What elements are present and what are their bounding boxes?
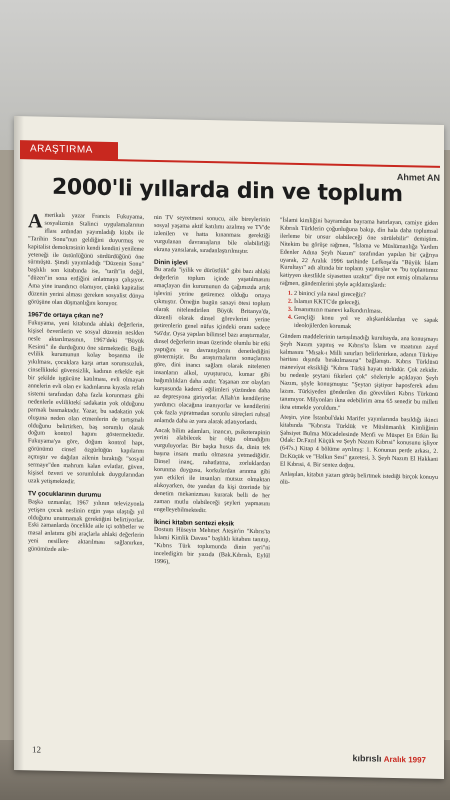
paragraph-tv-continued: nin TV seyretmesi sonucu, aile bireylerinin sosyal yaşama aktif katılımı azalmış ve TV'de izlenilen ve hatta kınanması gerektiği vurgulanan davranışların bile olabilirliği ekrana yansılarak, sıradanlaştırılmıştır.	[154, 214, 270, 255]
column-2	[154, 215, 270, 571]
section-tab: ARAŞTIRMA	[20, 140, 118, 160]
footer-issue-date: Aralık 1997	[383, 754, 426, 765]
paragraph-religion-function: Bu arada "iyilik ve dürüstlük" gibi bazı ahlaki değerlerin toplum içinde yaşatılmasını amaçlayan din kurumunun da çağımızda artık işlevini yerine getiremez olduğu ortaya çıkmıştır. Örneğin bugün sanayi ötesi toplum olarak nitelendirilen Büyük Britanya'da, düzenli olarak dinsel görevlerini yerine getirenlerin genel nüfus içindeki oranı sadece %6'dır. Oysa yapılan bilimsel bazı araştırmalar, dinsel değerlerin insan üzerinde olumlu bir etki yaptığını ve davranışlarını denetlediğini göstermiştir. Bu araştırmaların sonuçlarına göre, dini inancı sağlam olarak nitelenen insanların alkol, uyuşturucu, kumar gibi bağımlılıkları daha azdır. Yaşanan zor olayları kurşusunda kadercí eğilimleri yüzünden daha az depresyona giriyorlar. Allah'ın kendilerine yardımcı olacağına inanıyorlar ve kendilerini çok fazla yıpratmadan sorunlu süreçleri ruhsal anlamda daha az yara alarak atlatıyorlardı.	[154, 267, 270, 426]
magazine-footer	[352, 753, 426, 765]
magazine-page	[14, 116, 444, 779]
paragraph-atesin-book: Ateşin, yine İstanbul'daki Marifet yayınlarında basıldığı ikinci kitabında "Kıbrısta Türklük ve Müslümanlık Kimliğinin Şahsiyet Bulma Mücadelesinde Menfi ve Müspet En Etkin İki Odak: Dr.Fazıl Küçük ve Şeyh Nazım Kıbrısi" konusunu işliyor (647s.) Kitap 4 bölüme ayrılmış: 1. Konunun perde arkası, 2. Dr.Küçük ve "Halkın Sesi" gazetesi, 3. Şeyh Nazım El Hakkani El Kıbrısi, 4. Bir sentez doğru.	[280, 414, 438, 470]
subheading-tv-children: TV çocuklarının durumu	[28, 490, 102, 499]
agenda-item: 4. Gençliği konu yol ve alışkanlıklardan ve sapak ideolojilerden korumak	[294, 315, 438, 334]
page-fold-shadow	[14, 116, 24, 770]
article-headline: 2000'li yıllarda din ve toplum	[52, 174, 403, 208]
agenda-item: 1. 2 binincí yıla nasıl gireceğiz?	[294, 291, 438, 302]
page-number: 12	[32, 744, 41, 755]
subheading-1967: 1967'de ortaya çıkan ne?	[28, 311, 104, 320]
drop-cap: A	[28, 210, 43, 233]
intro-paragraph	[28, 212, 144, 309]
paragraph-scientists: Ancak bilim adamları, inancın, psikoterapinin yerini alabilecek bir olgu olmadığını vurguluyorlar. Bir başka husus da, dinin tek başına insanı mutlu olmasına yetmediğidir. Dinsel inanç, rahatlatma, zorluklardan korunma duygusu, korkulardan arınma gibi yan etkileri ile insanları mutsuz olmaktan alıkoyarken, öte yandan da kişi üzerinde bir denetim mekanizması kurarak belli de her zaman mutlu olabileceği şeyleri yapmasını engelleyebilmektedir.	[154, 427, 270, 514]
agenda-item: 3. İnsanımızın manevi kalkındırılması.	[294, 307, 438, 318]
paragraph-closing: Anlaşılan, kitabın yazarı görüş belirtmek istediği birçok konuyu ölü-	[280, 471, 438, 486]
paragraph-second-book: Dostum Hüseyin Mehmet Ateşin'in "Kıbrıs'ta İslami Kimlik Davası" başlıklı kitabını tanıtıp, "Kıbrıs Türk toplumunda dinin yeri"ni inceledigim bir yazıda (Bak.Kıbrıslı, Eylül 1996),	[154, 527, 270, 566]
column-3	[280, 218, 438, 493]
paragraph-kurultay: Gündem maddelerinin tartışılmadığı kurultayda, ana konuşmayı Şeyh Nazım yapmış ve Kıbrıs'ta İslam ve maatının zayıf kalmasını "Mısak-ı Milli sınırları belirlenirken, adanın Türkiye haritası dışında bırakılmasına" bağlanıştı. Kıbrıs Türklüsü manevíyat eksikliği "Kıbrıs Türkü hayatı türlüdür. Çok zekidir. bu nedenle şeytani fikirleri çok" sözleriyle açıklayan Şeyh Nazım, şöyle konuşmuştu: "Şeytan şiştiyor haposferek adını lazım. Türkiyeden gönderilen din görevlileri Kıbrıs Türkünü tanımıyor. Milyonları ikna edebilirim ama 65 senedir bu milleti ikna etmekle yoruldum."	[280, 333, 438, 412]
paragraph-tv-children: Başka uzmanlar, 1967 yılının televizyonla yetişen çocuk neslinin ergin yaşa ulaştığı yıl olduğunu unutmamak gerektiğini belirtiyorlar. Eski zamanlarda öncelikle aile içi sohbetler ve masal anlatımı gibi araçlarla ahlaki değerlerin yeni nesillere aktarılması sağlanırken, günümüzde aile-	[28, 499, 144, 554]
agenda-list	[294, 291, 438, 334]
intro-text: merikalı yazar Francis Fukuyama, sosyalizmin Stalinci uygulamalarının iflası ardından yayımladığı kitabı ile "Tarihin Sonu"nun geldiğini duyurmuş ve kapitalist demokrasinin kendi kendini yenileme yeteneği ile üstünlüğünü sürdürdüğünü öne sürmüştü. Şimdi yayımladığı "Düzenin Sonu" başlıklı son kitabında ise, "tarih"in değil, "düzen"in sona erdiğini anlatmaya çalışıyor. Ama yine inandırıcı olamıyor, çünkü kapitalist düzenin yerini alması gereken sosyalist dünya görüşüne olan düşmanlığını koruyor.	[28, 212, 144, 308]
column-1	[28, 212, 144, 558]
subheading-religion-function: Dinin işlevi	[154, 258, 188, 267]
footer-magazine-name: kıbrıslı	[352, 753, 382, 764]
paragraph-islamic-identity: "İslami kimliğini bayramdan bayrama hatırlayan, camiye giden Kıbrıslı Türklerin çoğunluğuna bakıp, din hala daha toplumsal ilerleme bir unsur olabileceği öne sürülebilir" demiştim. Nitekim bu görüşe rağmen, "İslama ve Müslümanlığa Yardım Edenler Adına Şeyh Nazım" tarafından yapılan bir çağrıya uyarak, 22 Aralık 1996 tarihinde Lefkoşa'da "Büyük İslam Kurultayı" adı altında bir toplantı yapmışlar ve "bu toplantımız katiyyen ıkestlikle siyasetten uzaktır" diye not etmiş olmalarına rağmen, gündemlerini şöyle açıklamışlardı:	[280, 217, 438, 290]
author-name: Ahmet AN	[396, 172, 440, 183]
subheading-second-book: İkinci kitabın sentezi eksik	[154, 518, 234, 528]
agenda-item: 2. İslamın KKTC'de geleceği.	[294, 299, 438, 310]
paragraph-1967: Fukuyama, yeni kitabında ahlaki değerlerin, kişisel özverilerin ve sosyal düzenin neslden nesle aktarılmasının, 1967'deki "Büyük Kesinti" ile durduğunu öne sürmektedir. Bağlı evlilik kurumunun kolay boşanma ile yıkılması, çocuklara karşı artan sorumsuzluk, cinselliktekí güvensizlik, kadının erkekle eşit bir şekilde işgücüne katılması, evli olmayan annelerin evli olan ev kadınlarına kıyasla refah sistemi tarafından daha fazla korunması gibi nedenlerle evliliktekí sadakatin yok olduğunu parmak basmaktadır. Yazar, bu sadakatin yok oluşuna neden olan etmenlerin de tartışmalı olduğunu belirtirken, baş sorumlu olarak doğum kontrol hapını göstermektedir. Fukuyama'ya göre, doğum kontrol hapı, görünümü cinsel özgürlüğün kapılarını açmıştır ve dağılan ailenin bıraktığı "sosyal sermaye"den mahrum kalan evlatlar, güven, kişisel özveri ve sorumluluk duygularından uzak yetişmektedir.	[28, 320, 144, 486]
section-rule	[20, 157, 440, 168]
